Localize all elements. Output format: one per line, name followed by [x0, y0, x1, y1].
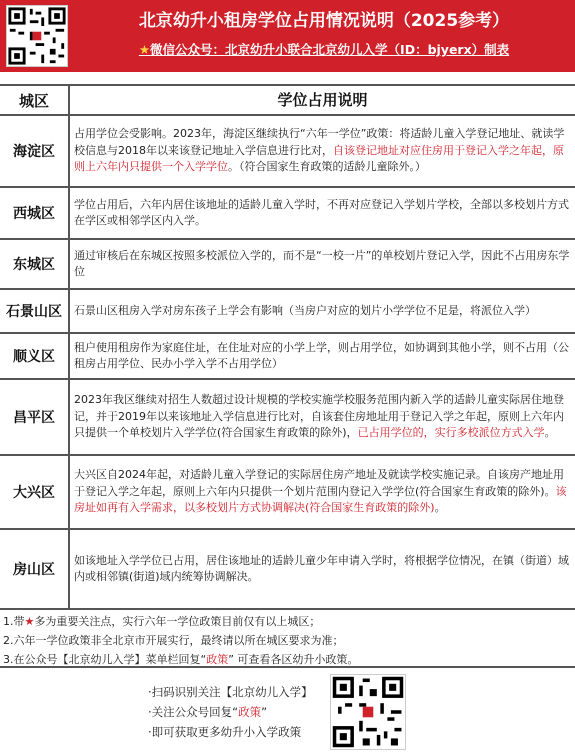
star-icon: ★ [24, 615, 35, 628]
district-description: 大兴区自2024年起，对适龄儿童入学登记的实际居住房产地址及就读学校实施记录。自该房产地址用于登记入学之年起，原则上六年内只提供一个划片范围内登记入学学位(符合国家生育政策的除外)。该房址如再有入学需求，以多校划片方式协调解决(符合国家生育政策的除外)。 [74, 468, 567, 515]
highlight-text: 已占用学位的，实行多校派位方式入学 [357, 426, 545, 440]
district-description: 租户使用租房作为家庭住址，在住址对应的小学上学，则占用学位，如协调到其他小学，则不占用（公租房占用学位、民办小学入学不占用学位） [74, 340, 569, 370]
table-row [0, 240, 575, 290]
note-item: 3.在公众号【北京幼儿入学】菜单栏回复“政策” 可查看各区幼升小政策。 [3, 653, 359, 666]
footer-line: ·即可获取更多幼升小入学政策 [148, 725, 302, 739]
column-header-description: 学位占用说明 [277, 90, 368, 109]
star-icon: ★ [138, 42, 151, 57]
notes-list [3, 612, 358, 669]
district-name: 房山区 [0, 530, 70, 608]
district-name: 大兴区 [0, 456, 70, 528]
table-row [0, 530, 575, 610]
table-row [0, 456, 575, 530]
qr-pattern [7, 6, 67, 66]
page-subtitle [84, 40, 564, 58]
qr-pattern [331, 675, 405, 749]
footer [0, 666, 575, 754]
district-name: 西城区 [0, 188, 70, 238]
policy-table [0, 84, 575, 610]
subtitle-text: 微信公众号：北京幼升小联合北京幼儿入学（ID：bjyerx）制表 [150, 42, 510, 57]
district-name: 石景山区 [0, 290, 70, 332]
table-row [0, 380, 575, 456]
note-item: 2.六年一学位政策非全北京市开展实行，最终请以所在城区要求为准； [3, 634, 344, 647]
highlight-keyword: 政策 [238, 705, 262, 719]
district-description: 如该地址入学学位已占用，居住该地址的适龄儿童少年申请入学时，将根据学位情况，在镇（街道）域内或相邻镇(街道)域内统筹协调解决。 [74, 553, 569, 583]
page-title: 北京幼升小租房学位占用情况说明（2025参考） [138, 11, 510, 31]
note-item: 1.带★多为重要关注点，实行六年一学位政策目前仅有以上城区； [3, 615, 321, 628]
district-name: 顺义区 [0, 334, 70, 378]
header-banner [0, 0, 575, 72]
footer-instructions [148, 682, 313, 742]
footer-line: ·关注公众号回复“政策” [148, 705, 268, 719]
column-header-district: 城区 [0, 86, 70, 114]
header-qr-code-icon[interactable] [6, 5, 68, 67]
table-row [0, 290, 575, 334]
highlight-text: 自该登记地址对应住房用于登记入学之年起，原则上六年内只提供一个入学学位 [74, 143, 564, 174]
table-header-row [0, 86, 575, 116]
highlight-text: 该房址如再有入学需求，以多校划片方式协调解决(符合国家生育政策的除外) [74, 484, 567, 515]
district-name: 昌平区 [0, 380, 70, 454]
district-name: 东城区 [0, 240, 70, 288]
district-description: 占用学位会受影响。2023年，海淀区继续执行“六年一学位”政策：将适龄儿童入学登记地址、就读学校信息与2018年以来该登记地址入学信息进行比对，自该登记地址对应住房用于登记入学之年起，原则上六年内只提供一个入学学位。（符合国家生育政策的适龄儿童除外。） [74, 127, 565, 174]
district-description: 2023年我区继续对招生人数超过设计规模的学校实施学校服务范围内新入学的适龄儿童实际居住地登记，并于2019年以来该地址入学信息进行比对，自该套住房地址用于登记入学之年起，原则上六年内只提供一个单校划片入学学位(符合国家生育政策的除外)，已占用学位的，实行多校派位方式入学。 [74, 393, 564, 440]
footer-line: ·扫码识别关注【北京幼儿入学】 [148, 685, 313, 699]
table-row [0, 188, 575, 240]
district-name: 海淀区 [0, 116, 70, 186]
table-row [0, 334, 575, 380]
table-row [0, 116, 575, 188]
footer-qr-code-icon[interactable] [330, 674, 406, 750]
district-description: 学位占用后，六年内居住该地址的适龄儿童入学时，不再对应登记入学划片学校，全部以多校划片方式在学区或相邻学区内入学。 [74, 197, 569, 227]
district-description: 石景山区租房入学对房东孩子上学会有影响（当房户对应的划片小学学位不足是，将派位入学） [74, 303, 536, 317]
district-description: 通过审核后在东城区按照多校派位入学的，而不是“一校一片”的单校划片登记入学，因此不占用房东学位 [74, 248, 570, 278]
highlight-keyword: 政策 [206, 653, 229, 666]
